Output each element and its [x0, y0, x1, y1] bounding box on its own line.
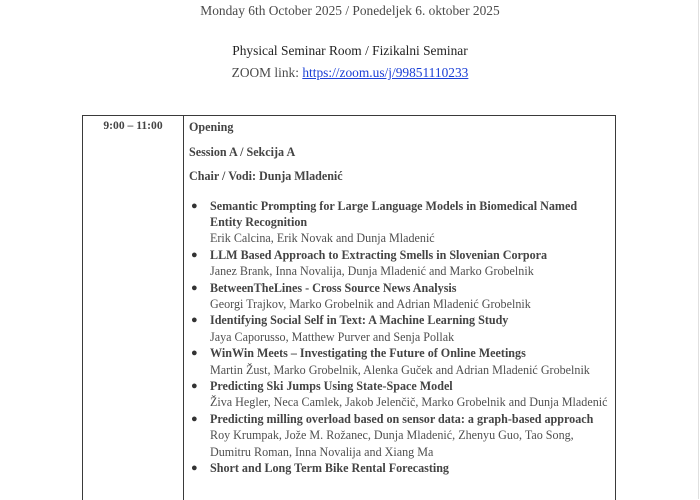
talk-item: [189, 247, 609, 280]
talk-item: [189, 345, 609, 378]
bullet-icon: ●: [191, 462, 198, 474]
session-content: [189, 119, 609, 476]
time-slot: 9:00 – 11:00: [103, 119, 163, 132]
talk-item: [189, 198, 609, 247]
bullet-icon: ●: [191, 199, 198, 212]
talk-authors: Živa Hegler, Neca Camlek, Jakob Jelenčič, Marko Grobelnik and Dunja Mladenić: [210, 395, 608, 410]
talk-title: Short and Long Term Bike Rental Forecasting: [210, 461, 449, 475]
talk-authors: Erik Calcina, Erik Novak and Dunja Mladenić: [210, 231, 435, 246]
talk-title: BetweenTheLines - Cross Source News Analysis: [210, 280, 457, 295]
talk-authors: Roy Krumpak, Jože M. Rožanec, Dunja Mladenić, Zhenyu Guo, Tao Song, Dumitru Roman, Inna Novalija and Xiang Ma: [210, 428, 574, 459]
talk-item: [189, 460, 609, 476]
time-column: [83, 116, 184, 500]
talk-title: Predicting Ski Jumps Using State-Space Model: [210, 378, 453, 393]
talk-title: WinWin Meets – Investigating the Future of Online Meetings: [210, 346, 526, 361]
session-label: Session A / Sekcija A: [189, 144, 296, 159]
room-heading: Physical Seminar Room / Fizikalni Seminar: [232, 43, 468, 58]
talk-title: LLM Based Approach to Extracting Smells in Slovenian Corpora: [210, 247, 548, 262]
bullet-icon: ●: [191, 248, 198, 261]
bullet-icon: ●: [191, 281, 198, 294]
opening-label: Opening: [189, 120, 234, 134]
schedule-table: [82, 115, 616, 500]
zoom-label: ZOOM link:: [231, 65, 303, 80]
talk-list: [189, 198, 609, 477]
bullet-icon: ●: [191, 412, 198, 425]
chair-label: Chair / Vodi: Dunja Mladenić: [189, 169, 343, 183]
zoom-line: [0, 65, 700, 81]
talk-authors: Georgi Trajkov, Marko Grobelnik and Adrian Mladenić Grobelnik: [210, 296, 531, 311]
talk-authors: Jaya Caporusso, Matthew Purver and Senja Pollak: [210, 329, 455, 344]
bullet-icon: ●: [191, 347, 198, 360]
talk-item: [189, 312, 609, 345]
bullet-icon: ●: [191, 314, 198, 327]
talk-title: Identifying Social Self in Text: A Machine Learning Study: [210, 313, 509, 328]
talk-title: Predicting milling overload based on sensor data: a graph-based approach: [210, 411, 594, 426]
bullet-icon: ●: [191, 379, 198, 392]
date-heading: Monday 6th October 2025 / Ponedeljek 6. oktober 2025: [200, 3, 500, 18]
talk-item: [189, 411, 609, 460]
zoom-link[interactable]: https://zoom.us/j/99851110233: [302, 65, 469, 80]
talk-authors: Janez Brank, Inna Novalija, Dunja Mladenić and Marko Grobelnik: [210, 264, 534, 279]
talk-title: Semantic Prompting for Large Language Models in Biomedical Named Entity Recognition: [210, 198, 578, 229]
talk-authors: Martin Žust, Marko Grobelnik, Alenka Guček and Adrian Mladenić Grobelnik: [210, 362, 590, 377]
talk-item: [189, 280, 609, 313]
talk-item: [189, 378, 609, 411]
